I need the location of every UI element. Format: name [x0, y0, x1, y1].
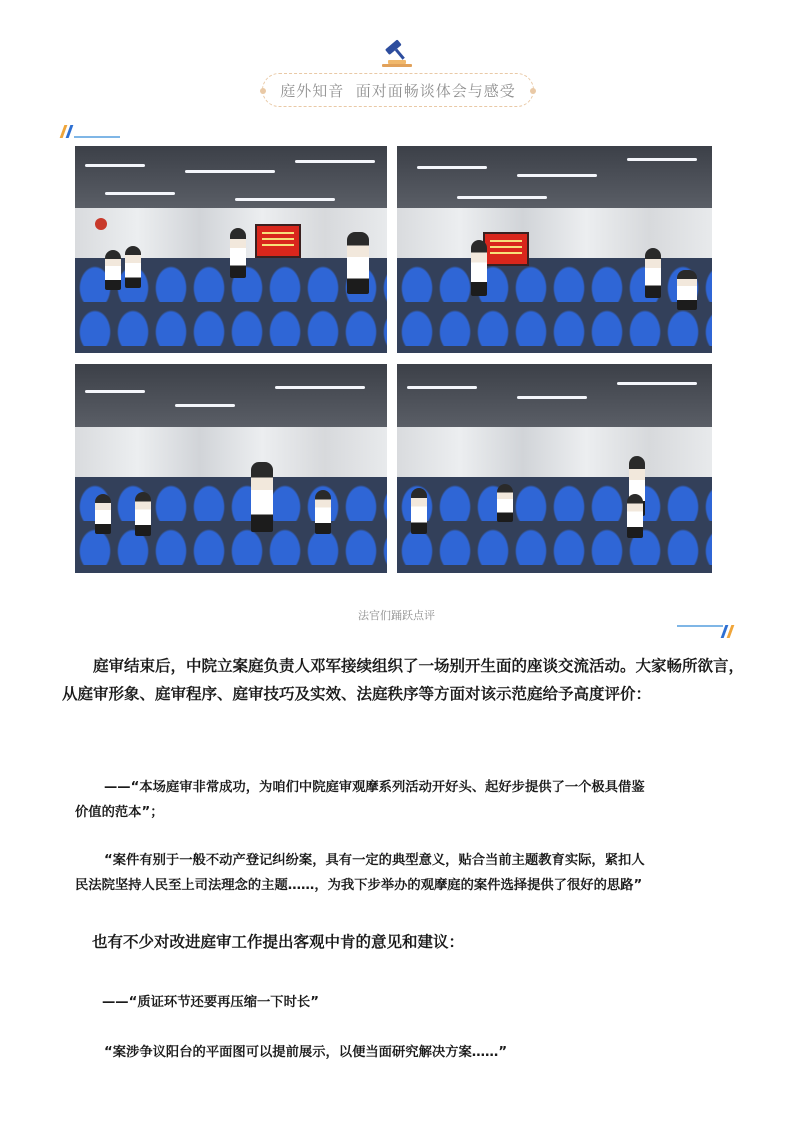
gavel-icon [380, 38, 414, 68]
suggestions-heading: 也有不少对改进庭审工作提出客观中肯的意见和建议： [92, 933, 465, 951]
presentation-screen [483, 232, 529, 266]
section-title [262, 73, 534, 107]
quote-2-line-1: “案件有别于一般不动产登记纠纷案，具有一定的典型意义，贴合当前主题教育实际，紧扣人 [104, 853, 645, 868]
corner-decoration-top [60, 125, 120, 139]
presentation-screen [255, 224, 301, 258]
title-dot-left [260, 88, 266, 94]
title-dot-right [530, 88, 536, 94]
intro-text: 庭审结束后，中院立案庭负责人邓军接续组织了一场别开生面的座谈交流活动。大家畅所欲言，从庭审形象、庭审程序、庭审技巧及实效、法庭秩序等方面对该示范庭给予高度评价： [62, 657, 745, 703]
section-title-text: 庭外知音 面对面畅谈体会与感受 [280, 81, 516, 100]
courtroom-photo-1 [75, 146, 387, 353]
corner-decoration-bottom [677, 625, 737, 639]
quote-3: ——“质证环节还要再压缩一下时长” [102, 995, 319, 1010]
courtroom-photo-3 [75, 364, 387, 573]
quote-1-line-1: ——“本场庭审非常成功，为咱们中院庭审观摩系列活动开好头、起好步提供了一个极具借鉴 [104, 780, 645, 795]
intro-paragraph [62, 652, 745, 708]
quote-2-line-2: 民法院坚持人民至上司法理念的主题……，为我下步举办的观摩庭的案件选择提供了很好的思路” [75, 878, 643, 893]
courtroom-photo-4 [397, 364, 712, 573]
quote-4: “案涉争议阳台的平面图可以提前展示，以便当面研究解决方案……” [104, 1045, 508, 1060]
photo-caption: 法官们踊跃点评 [358, 609, 435, 622]
courtroom-photo-2 [397, 146, 712, 353]
quote-1-line-2: 价值的范本”； [75, 805, 164, 820]
